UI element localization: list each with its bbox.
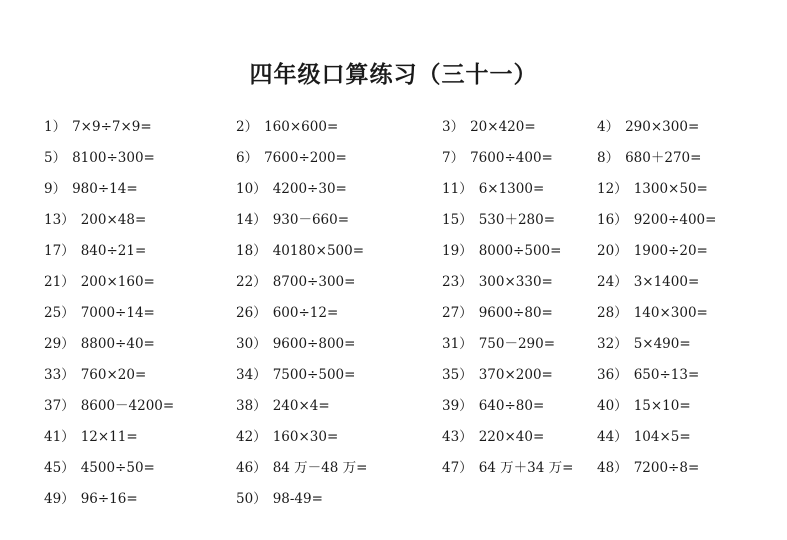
problem-item [236,362,355,393]
problem-expression: 9600÷80= [478,305,553,321]
problem-number: 8） [597,150,620,166]
problem-row [0,207,787,238]
problem-row [0,238,787,269]
problem-item [442,300,553,331]
problem-item [236,455,367,486]
problem-expression: 98-49= [272,491,323,507]
problem-row [0,300,787,331]
problem-number: 46） [236,460,267,476]
problem-expression: 650÷13= [633,367,700,383]
problem-number: 41） [44,429,75,445]
problem-expression: 200×48= [80,212,147,228]
problem-expression: 64 万＋34 万= [478,460,574,476]
problem-number: 43） [442,429,473,445]
problem-item [597,114,699,145]
problem-item [44,393,174,424]
problem-item [597,362,699,393]
problem-number: 26） [236,305,267,321]
problem-expression: 9200÷400= [633,212,717,228]
problem-number: 2） [236,119,259,135]
problem-number: 16） [597,212,628,228]
problem-item [236,269,355,300]
problem-row [0,269,787,300]
problem-number: 17） [44,243,75,259]
problem-number: 14） [236,212,267,228]
problem-expression: 4200÷30= [272,181,347,197]
problem-item [597,207,716,238]
problem-expression: 3×1400= [633,274,700,290]
problem-number: 6） [236,150,259,166]
page-title: 四年级口算练习（三十一） [249,61,538,88]
problem-expression: 8100÷300= [72,150,155,166]
problem-number: 25） [44,305,75,321]
problem-item [442,176,544,207]
problem-expression: 760×20= [80,367,147,383]
problem-expression: 40180×500= [272,243,365,259]
problem-expression: 750－290= [478,336,556,352]
problem-item [236,145,347,176]
problem-number: 19） [442,243,473,259]
problem-number: 11） [442,181,473,197]
problem-expression: 530＋280= [478,212,556,228]
problem-item [236,424,338,455]
problem-row [0,455,787,486]
problem-expression: 290×300= [625,119,700,135]
problem-number: 23） [442,274,473,290]
problem-row [0,145,787,176]
problem-number: 15） [442,212,473,228]
problem-item [44,269,155,300]
problem-number: 12） [597,181,628,197]
problem-expression: 1300×50= [633,181,708,197]
problem-item [442,424,544,455]
problem-item [442,331,555,362]
problem-number: 39） [442,398,473,414]
problem-number: 50） [236,491,267,507]
problem-number: 3） [442,119,465,135]
problem-item [597,176,708,207]
problem-expression: 20×420= [470,119,536,135]
problem-number: 35） [442,367,473,383]
problem-item [236,176,347,207]
problem-item [236,393,330,424]
problem-expression: 12×11= [80,429,138,445]
problem-expression: 7×9÷7×9= [72,119,152,135]
problem-row [0,362,787,393]
problem-number: 21） [44,274,75,290]
problem-number: 13） [44,212,75,228]
problem-expression: 300×330= [478,274,553,290]
problem-number: 1） [44,119,67,135]
problem-item [597,145,701,176]
problem-expression: 640÷80= [478,398,545,414]
problem-expression: 7500÷500= [272,367,356,383]
problem-row [0,393,787,424]
problem-item [44,362,146,393]
problem-number: 34） [236,367,267,383]
problem-expression: 160×30= [272,429,339,445]
problem-item [442,455,573,486]
problem-item [236,238,364,269]
problem-row [0,176,787,207]
problem-row [0,486,787,517]
problem-number: 27） [442,305,473,321]
problem-item [44,424,138,455]
problem-expression: 200×160= [80,274,155,290]
problem-item [236,300,338,331]
problem-expression: 680＋270= [625,150,702,166]
problem-expression: 240×4= [272,398,330,414]
problem-item [597,393,691,424]
problem-number: 47） [442,460,473,476]
problem-expression: 4500÷50= [80,460,155,476]
problem-item [442,238,561,269]
problem-item [442,114,536,145]
problem-number: 31） [442,336,473,352]
problem-item [236,331,355,362]
problem-number: 4） [597,119,620,135]
problem-item [44,486,138,517]
problem-number: 44） [597,429,628,445]
problem-expression: 840÷21= [80,243,147,259]
problem-item [597,455,699,486]
problem-number: 48） [597,460,628,476]
problem-number: 42） [236,429,267,445]
problem-expression: 7000÷14= [80,305,155,321]
problem-expression: 980÷14= [72,181,138,197]
problem-item [597,238,708,269]
problem-item [597,331,691,362]
problem-item [236,207,349,238]
problem-item [442,393,544,424]
problem-expression: 8600－4200= [80,398,175,414]
problem-number: 40） [597,398,628,414]
problem-expression: 8000÷500= [478,243,562,259]
problem-item [442,207,555,238]
problem-expression: 8800÷40= [80,336,155,352]
problem-number: 36） [597,367,628,383]
problem-expression: 104×5= [633,429,691,445]
problem-expression: 6×1300= [478,181,545,197]
problem-expression: 9600÷800= [272,336,356,352]
problem-number: 45） [44,460,75,476]
problem-expression: 1900÷20= [633,243,708,259]
problem-number: 38） [236,398,267,414]
problem-item [442,269,553,300]
problem-expression: 160×600= [264,119,339,135]
problem-row [0,424,787,455]
problem-expression: 8700÷300= [272,274,356,290]
problem-item [597,424,691,455]
problem-row [0,331,787,362]
problem-grid [0,114,787,517]
problem-item [44,114,152,145]
problem-item [597,269,699,300]
problem-number: 37） [44,398,75,414]
problem-number: 28） [597,305,628,321]
problem-item [44,300,155,331]
problem-expression: 15×10= [633,398,691,414]
problem-item [44,176,138,207]
problem-number: 30） [236,336,267,352]
problem-expression: 220×40= [478,429,545,445]
problem-number: 22） [236,274,267,290]
problem-expression: 7600÷400= [470,150,553,166]
problem-item [44,145,155,176]
problem-number: 24） [597,274,628,290]
problem-number: 33） [44,367,75,383]
problem-number: 18） [236,243,267,259]
problem-expression: 5×490= [633,336,691,352]
problem-number: 7） [442,150,465,166]
problem-number: 5） [44,150,67,166]
problem-item [236,486,323,517]
problem-number: 20） [597,243,628,259]
problem-expression: 600÷12= [272,305,339,321]
problem-row [0,114,787,145]
problem-expression: 7200÷8= [633,460,700,476]
problem-number: 29） [44,336,75,352]
problem-expression: 930－660= [272,212,350,228]
problem-item [44,238,146,269]
problem-expression: 96÷16= [80,491,138,507]
problem-item [597,300,708,331]
problem-number: 32） [597,336,628,352]
problem-item [442,145,553,176]
problem-item [44,207,146,238]
problem-number: 49） [44,491,75,507]
problem-expression: 84 万－48 万= [272,460,368,476]
problem-expression: 370×200= [478,367,553,383]
problem-item [44,331,155,362]
problem-number: 10） [236,181,267,197]
problem-expression: 7600÷200= [264,150,347,166]
problem-expression: 140×300= [633,305,708,321]
problem-item [44,455,155,486]
problem-item [442,362,553,393]
problem-number: 9） [44,181,67,197]
problem-item [236,114,338,145]
